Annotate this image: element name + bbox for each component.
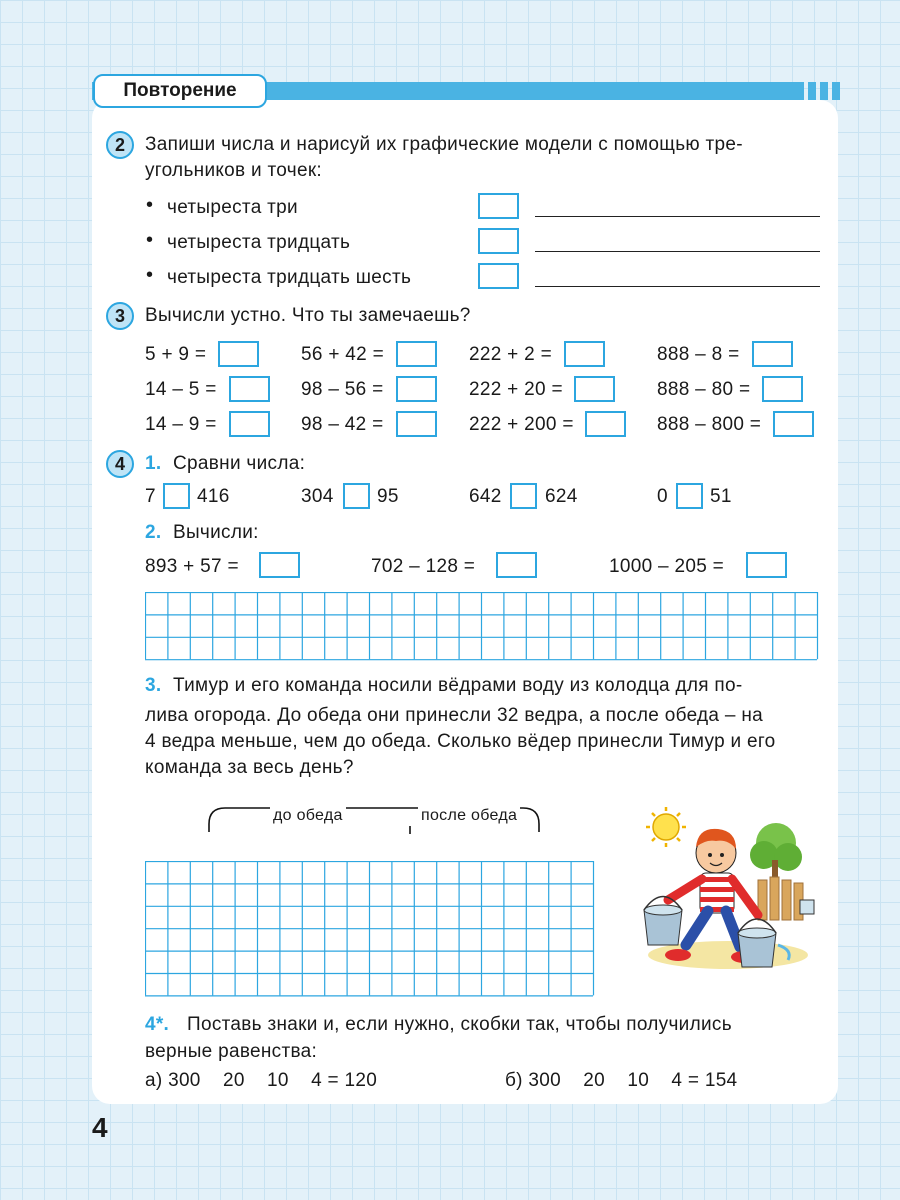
exercise-3-badge: 3	[106, 302, 134, 330]
ex2-item: четыреста тридцать	[167, 232, 351, 253]
answer-box[interactable]	[746, 552, 787, 578]
compare-right: 95	[377, 486, 399, 507]
work-grid[interactable]	[145, 861, 605, 997]
part-number: 4*.	[145, 1014, 170, 1035]
compare-box[interactable]	[163, 483, 190, 509]
answer-line[interactable]	[535, 251, 820, 252]
answer-line[interactable]	[535, 286, 820, 287]
header-stripe	[832, 82, 840, 100]
part-text: лива огорода. До обеда они принесли 32 ведра, а после обеда – на	[145, 705, 763, 726]
ex2-item: четыреста три	[167, 197, 298, 218]
answer-box[interactable]	[478, 228, 519, 254]
answer-box[interactable]	[762, 376, 803, 402]
answer-box[interactable]	[752, 341, 793, 367]
expression: 98 – 56 =	[301, 379, 384, 400]
exercise-3-text: Вычисли устно. Что ты замечаешь?	[145, 305, 471, 326]
compare-right: 416	[197, 486, 230, 507]
compare-right: 51	[710, 486, 732, 507]
part-text: верные равенства:	[145, 1041, 318, 1062]
equation-a: а) 300 20 10 4 = 120	[145, 1070, 378, 1091]
compare-left: 304	[301, 486, 334, 507]
answer-box[interactable]	[478, 263, 519, 289]
part-number: 2.	[145, 522, 162, 543]
ex2-item: четыреста тридцать шесть	[167, 267, 412, 288]
header-stripe	[820, 82, 828, 100]
compare-left: 0	[657, 486, 668, 507]
answer-box[interactable]	[564, 341, 605, 367]
exercise-2-badge: 2	[106, 131, 134, 159]
answer-box[interactable]	[396, 376, 437, 402]
expression: 14 – 5 =	[145, 379, 217, 400]
bucket-icon	[738, 919, 776, 967]
expression: 56 + 42 =	[301, 344, 384, 365]
expression: 888 – 8 =	[657, 344, 740, 365]
part-number: 3.	[145, 675, 162, 696]
answer-box[interactable]	[218, 341, 259, 367]
compare-box[interactable]	[343, 483, 370, 509]
page-number: 4	[92, 1112, 108, 1143]
compare-right: 624	[545, 486, 578, 507]
part-number: 1.	[145, 453, 162, 474]
compare-left: 642	[469, 486, 502, 507]
part-text: команда за весь день?	[145, 757, 354, 778]
compare-box[interactable]	[510, 483, 537, 509]
part-text: 4 ведра меньше, чем до обеда. Сколько вёдер принесли Тимур и его	[145, 731, 776, 752]
header-stripe	[808, 82, 816, 100]
answer-line[interactable]	[535, 216, 820, 217]
expression: 14 – 9 =	[145, 414, 217, 435]
answer-box[interactable]	[229, 376, 270, 402]
work-grid[interactable]	[145, 592, 823, 662]
expression: 702 – 128 =	[371, 556, 476, 577]
section-title: Повторение	[93, 74, 267, 108]
bullet: •	[146, 229, 154, 251]
boy-with-buckets-illustration	[628, 805, 828, 975]
answer-box[interactable]	[396, 411, 437, 437]
expression: 893 + 57 =	[145, 556, 239, 577]
part-text: Вычисли:	[173, 522, 259, 543]
answer-box[interactable]	[396, 341, 437, 367]
diagram-label-right: после обеда	[418, 807, 520, 825]
exercise-2-text: Запиши числа и нарисуй их графические модели с помощью тре-	[145, 134, 743, 155]
diagram-label-left: до обеда	[270, 807, 346, 825]
answer-box[interactable]	[259, 552, 300, 578]
bullet: •	[146, 264, 154, 286]
expression: 222 + 200 =	[469, 414, 574, 435]
exercise-2-text: угольников и точек:	[145, 160, 323, 181]
expression: 98 – 42 =	[301, 414, 384, 435]
bucket-icon	[644, 897, 682, 946]
answer-box[interactable]	[773, 411, 814, 437]
part-text: Поставь знаки и, если нужно, скобки так, чтобы получились	[187, 1014, 732, 1035]
compare-left: 7	[145, 486, 156, 507]
answer-box[interactable]	[478, 193, 519, 219]
expression: 222 + 20 =	[469, 379, 563, 400]
sun-icon	[646, 807, 686, 847]
answer-box[interactable]	[585, 411, 626, 437]
answer-box[interactable]	[229, 411, 270, 437]
part-text: Тимур и его команда носили вёдрами воду из колодца для по-	[173, 675, 743, 696]
expression: 888 – 80 =	[657, 379, 751, 400]
compare-box[interactable]	[676, 483, 703, 509]
part-text: Сравни числа:	[173, 453, 306, 474]
expression: 1000 – 205 =	[609, 556, 725, 577]
equation-b: б) 300 20 10 4 = 154	[505, 1070, 738, 1091]
exercise-4-badge: 4	[106, 450, 134, 478]
expression: 222 + 2 =	[469, 344, 552, 365]
expression: 888 – 800 =	[657, 414, 762, 435]
bullet: •	[146, 194, 154, 216]
expression: 5 + 9 =	[145, 344, 207, 365]
answer-box[interactable]	[496, 552, 537, 578]
answer-box[interactable]	[574, 376, 615, 402]
